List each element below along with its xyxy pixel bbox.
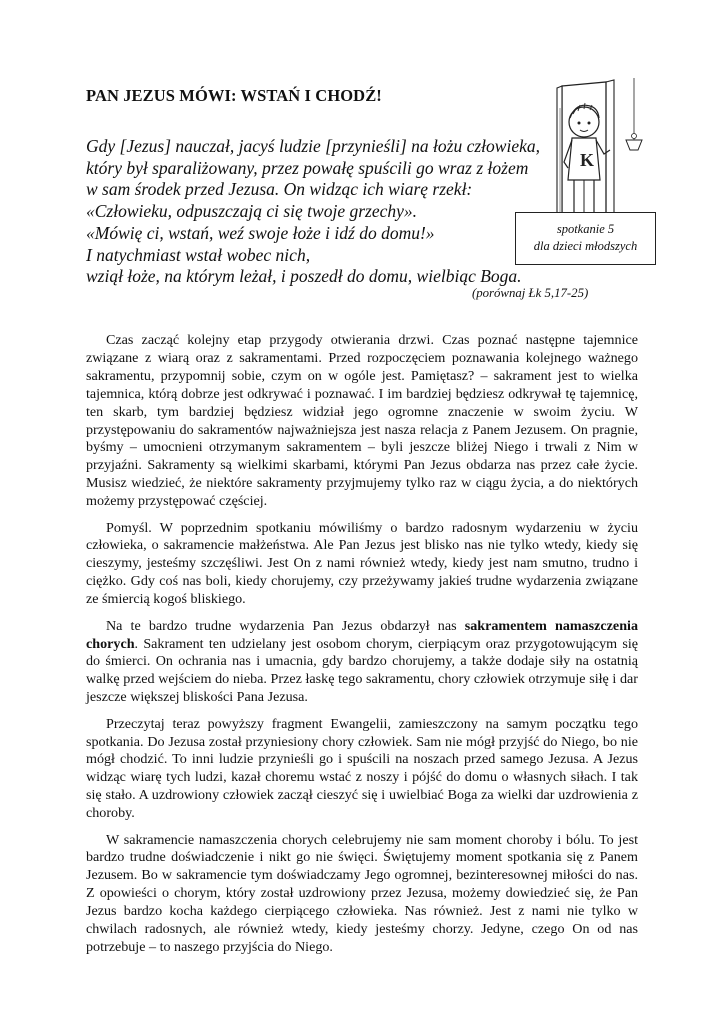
paragraph [86,618,638,708]
quote-line: Gdy [Jezus] nauczał, jacyś ludzie [przynieśli] na łożu człowieka, [86,136,540,156]
bible-citation: (porównaj Łk 5,17-25) [472,286,589,300]
paragraph: W sakramencie namaszczenia chorych celebrujemy nie sam moment choroby i bólu. To jest bardzo trudne doświadczenie i nikt go nie święci. Świętujemy moment spotkania się z Panem Jezusem. Bo w sakramencie tym doświadczamy Jego ogromnej, bezinteresownej miłości do nas. Z opowieści o chorym, który został uzdrowiony przez Jezusa, możemy dowiedzieć się, że Pan Jezus bardzo kocha każdego cierpiącego człowieka. Nas również. Jest z nami nie tylko w chwilach radosnych, ale również wtedy, kiedy jesteśmy chorzy. Jedyne, czego On od nas potrzebuje – to naszego przyjścia do Niego. [86,831,638,955]
quote-line: który był sparaliżowany, przez powałę spuścili go wraz z łożem [86,157,529,178]
paragraph: Czas zacząć kolejny etap przygody otwierania drzwi. Czas poznać następne tajemnice związane z wiarą oraz z sakramentami. Przed rozpoczęciem poznawania kolejnego ważnego sakramentu, przypomnij sobie, czym on w ogóle jest. Pamiętasz? – sakrament jest to wielka tajemnica, którą dobrze jest odkrywać i poznawać. I im bardziej będziesz odkrywał tę tajemnicę, ten skarb, tym bardziej będziesz widział jego ogromne znaczenie w swoim życiu. W przystępowaniu do sakramentów najważniejsza jest nasza relacja z Panem Jezusem. On pragnie, byśmy – umocnieni otrzymanym sakramentem – byli jeszcze bliżej Niego i trwali z Nim w przyjaźni. Sakramenty są wielkimi skarbami, którymi Pan Jezus obdarza nas przez całe życie. Musisz wiedzieć, że niektóre sakramenty przyjmujemy tylko raz w ciągu życia, a do niektórych możemy przystępować częściej. [86,332,638,510]
article-body [86,332,638,965]
gospel-quote [86,136,540,288]
quote-line: w sam środek przed Jezusa. On widząc ich wiarę rzekł: [86,179,473,200]
paragraph-text: . Sakrament ten udzielany jest osobom chorym, cierpiącym oraz przygotowującym się do śmierci. On ochrania nas i umacnia, gdy bardzo chorujemy, a także dodaje siły na ostatnią walkę przed wejściem do nieba. Przez łaskę tego sakramentu, chory człowiek otrzymuje siłę i dar jeszcze większej bliskości Pana Jezusa. [86,635,638,706]
shirt-letter: K [580,150,595,170]
audience-label: dla dzieci młodszych [533,239,638,253]
quote-line: «Mówię ci, wstań, weź swoje łoże i idź do domu!» [86,222,435,243]
paragraph: Pomyśl. W poprzednim spotkaniu mówiliśmy o bardzo radosnym wydarzeniu w życiu człowieka, o sakramencie małżeństwa. Ale Pan Jezus jest blisko nas nie tylko wtedy, kiedy się cieszymy, jesteśmy szczęśliwi. Jest On z nami również wtedy, kiedy jest nam smutno, trudno i ciężko. Gdy coś nas boli, kiedy chorujemy, czy przeżywamy jakieś trudne wydarzenia związane ze śmiercią kogoś bliskiego. [86,519,638,608]
paragraph-text: Na te bardzo trudne wydarzenia Pan Jezus obdarzył nas [106,617,465,634]
paragraph: Przeczytaj teraz powyższy fragment Ewangelii, zamieszczony na samym początku tego spotkania. Do Jezusa został przyniesiony chory człowiek. Sam nie mógł przyjść do Niego, bo nie mógł chodzić. To inni ludzie przynieśli go i spuścili na noszach przed samego Jezusa. A Jezus widząc wiarę tych ludzi, kazał choremu wstać z noszy i pójść do domu o własnych siłach. I tak się stało. A uzdrowiony człowiek zaczął cieszyć się i uwielbiać Boga za wielki dar uzdrowienia z choroby. [86,715,638,822]
bold-term: sakramentem namaszczenia chorych [86,617,638,652]
quote-line: «Człowieku, odpuszczają ci się twoje grzechy». [86,201,418,222]
page-title: PAN JEZUS MÓWI: WSTAŃ I CHODŹ! [86,86,382,105]
quote-line: I natychmiast wstał wobec nich, [86,244,311,265]
meeting-number: spotkanie 5 [556,222,615,236]
meeting-badge [515,212,656,265]
quote-line: wziął łoże, na którym leżał, i poszedł do domu, wielbiąc Boga. [86,266,522,287]
